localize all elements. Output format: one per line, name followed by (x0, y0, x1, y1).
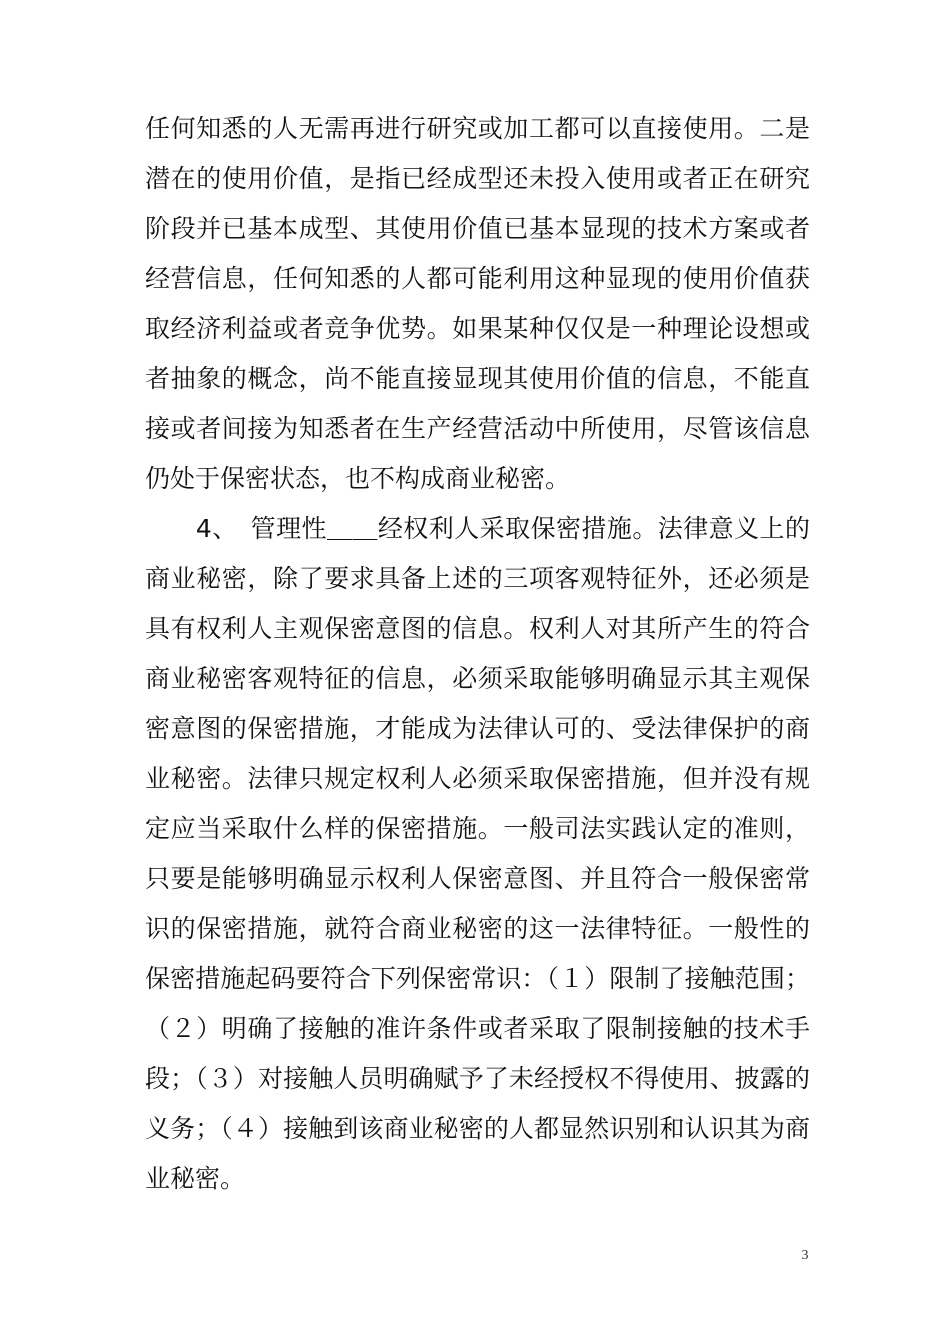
text-line: 具有权利人主观保密意图的信息。权利人对其所产生的符合 (145, 614, 810, 643)
body-text (145, 104, 810, 1204)
text-line: 密意图的保密措施，才能成为法律认可的、受法律保护的商 (145, 714, 810, 743)
text-line: 任何知悉的人无需再进行研究或加工都可以直接使用。二是 (145, 114, 810, 143)
text-line: 业秘密。 (145, 1164, 246, 1193)
text-line: 商业秘密，除了要求具备上述的三项客观特征外，还必须是 (145, 564, 810, 593)
text-line: 只要是能够明确显示权利人保密意图、并且符合一般保密常 (145, 864, 810, 893)
text-line: 段；（３）对接触人员明确赋予了未经授权不得使用、披露的 (145, 1064, 810, 1093)
text-line: 商业秘密客观特征的信息，必须采取能够明确显示其主观保 (145, 664, 810, 693)
text-line: 义务；（４）接触到该商业秘密的人都显然识别和认识其为商 (145, 1114, 810, 1143)
text-line: 保密措施起码要符合下列保密常识：（１）限制了接触范围； (145, 964, 810, 993)
text-line: 业秘密。法律只规定权利人必须采取保密措施，但并没有规 (145, 764, 810, 793)
page-number: 3 (801, 1248, 809, 1263)
text-line: 者抽象的概念，尚不能直接显现其使用价值的信息，不能直 (145, 364, 810, 393)
text-line: 取经济利益或者竞争优势。如果某种仅仅是一种理论设想或 (145, 314, 810, 343)
text-line: 识的保密措施，就符合商业秘密的这一法律特征。一般性的 (145, 914, 810, 943)
text-line: 接或者间接为知悉者在生产经营活动中所使用，尽管该信息 (145, 414, 810, 443)
text-line: 经营信息，任何知悉的人都可能利用这种显现的使用价值获 (145, 264, 810, 293)
text-line: 潜在的使用价值，是指已经成型还未投入使用或者正在研究 (145, 164, 810, 193)
text-line: 阶段并已基本成型、其使用价值已基本显现的技术方案或者 (145, 214, 810, 243)
text-line: 定应当采取什么样的保密措施。一般司法实践认定的准则， (145, 814, 810, 843)
text-line: 4、 管理性＿＿经权利人采取保密措施。法律意义上的 (145, 514, 810, 543)
text-line: 仍处于保密状态，也不构成商业秘密。 (145, 464, 571, 493)
text-line: （２）明确了接触的准许条件或者采取了限制接触的技术手 (145, 1014, 810, 1043)
